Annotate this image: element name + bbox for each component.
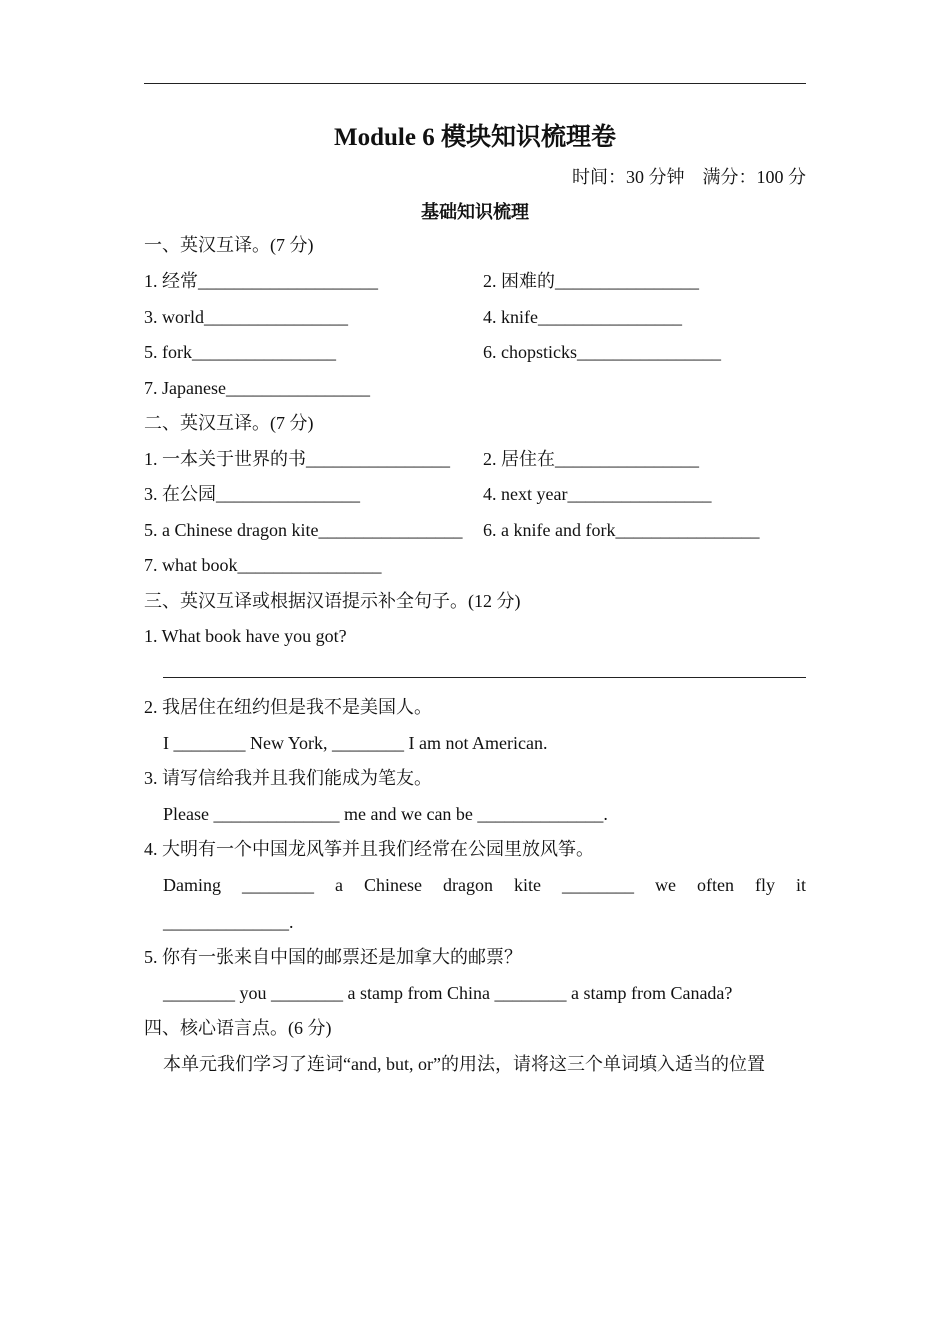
answer-line	[163, 677, 806, 678]
time-label: 时间：30 分钟	[572, 167, 685, 187]
answer-word: a	[335, 875, 343, 895]
section2-item: 2. 居住在________________	[483, 449, 699, 469]
section3-heading: 三、英汉互译或根据汉语提示补全句子。(12 分)	[144, 591, 521, 611]
section-subtitle: 基础知识梳理	[421, 202, 529, 222]
question-4-answer	[163, 873, 806, 897]
answer-blank: ________	[242, 875, 314, 895]
answer-word: often	[696, 875, 734, 895]
question-5: 5. 你有一张来自中国的邮票还是加拿大的邮票？	[144, 947, 522, 967]
section2-item: 6. a knife and fork________________	[483, 520, 760, 540]
answer-word: Daming	[163, 875, 221, 895]
section1-item: 6. chopsticks________________	[483, 342, 721, 362]
section1-item: 2. 困难的________________	[483, 271, 699, 291]
answer-word: dragon	[443, 875, 493, 895]
answer-word: Chinese	[364, 875, 422, 895]
question-4-answer-cont: ______________.	[163, 912, 294, 932]
section2-item: 1. 一本关于世界的书________________	[144, 449, 450, 469]
section1-item: 1. 经常____________________	[144, 271, 378, 291]
section4-heading: 四、核心语言点。(6 分)	[144, 1018, 332, 1038]
section2-item: 5. a Chinese dragon kite________________	[144, 520, 463, 540]
section1-item: 3. world________________	[144, 307, 348, 327]
question-2: 2. 我居住在纽约但是我不是美国人。	[144, 697, 432, 717]
section2-item: 4. next year________________	[483, 484, 712, 504]
question-2-answer: I ________ New York, ________ I am not American.	[163, 733, 548, 753]
answer-word: it	[795, 875, 806, 895]
section1-heading: 一、英汉互译。(7 分)	[144, 235, 314, 255]
section1-item: 4. knife________________	[483, 307, 682, 327]
score-label: 满分：100 分	[702, 167, 806, 187]
section2-item: 3. 在公园________________	[144, 484, 360, 504]
question-4: 4. 大明有一个中国龙风筝并且我们经常在公园里放风筝。	[144, 839, 594, 859]
section2-heading: 二、英汉互译。(7 分)	[144, 413, 314, 433]
section2-item: 7. what book________________	[144, 555, 382, 575]
answer-word: fly	[754, 875, 775, 895]
answer-blank: ________	[561, 875, 634, 895]
question-3-answer: Please ______________ me and we can be ______________.	[163, 804, 608, 824]
header-rule	[144, 83, 806, 84]
exam-info	[572, 165, 806, 189]
page-title: Module 6 模块知识梳理卷	[334, 124, 616, 151]
answer-word: kite	[513, 875, 541, 895]
answer-word: we	[654, 875, 676, 895]
question-1: 1. What book have you got?	[144, 626, 347, 646]
question-5-answer: ________ you ________ a stamp from China ________ a stamp from Canada?	[163, 983, 733, 1003]
section4-text: 本单元我们学习了连词“and, but, or”的用法，请将这三个单词填入适当的位置	[163, 1054, 765, 1074]
question-3: 3. 请写信给我并且我们能成为笔友。	[144, 768, 432, 788]
section1-item: 5. fork________________	[144, 342, 336, 362]
section1-item: 7. Japanese________________	[144, 378, 370, 398]
